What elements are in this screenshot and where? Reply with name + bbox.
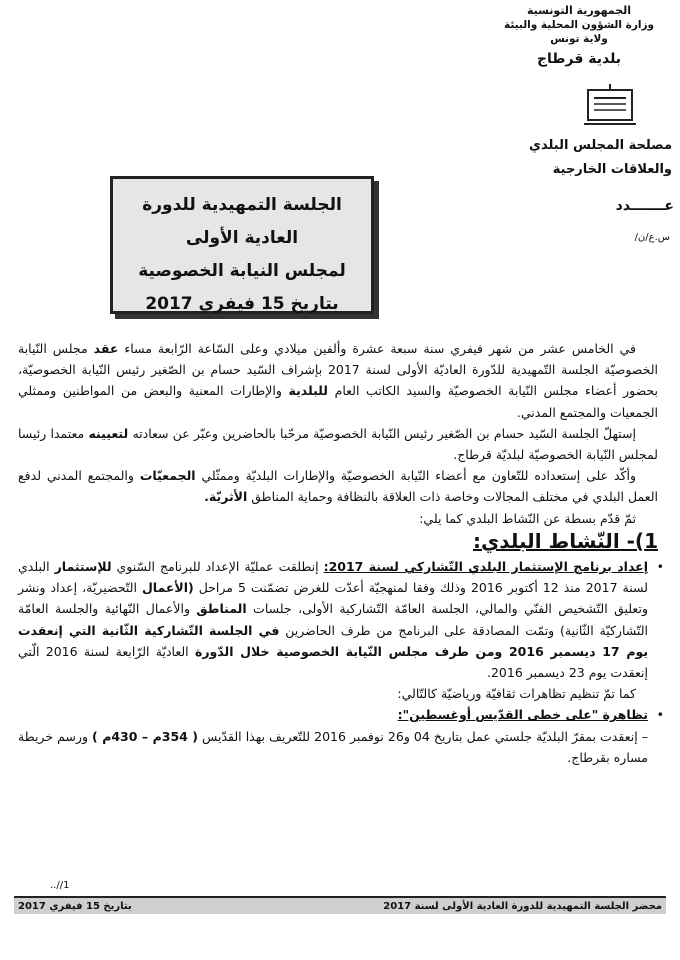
title-line-2: لمجلس النيابة الخصوصية bbox=[138, 261, 346, 281]
republic-name: الجمهورية التونسية bbox=[526, 4, 632, 17]
department-line-1: مصلحة المجلس البلدي bbox=[529, 138, 672, 153]
text-run: التّحضيريّة، إعداد ونشر وتعليق التّشخيص الفنّي والمالي، الجلسة العامّة التّشاركية الأولى، جلسات bbox=[18, 580, 648, 617]
text-run-bold: الأثريّة. bbox=[204, 489, 248, 505]
bullet-title: إعداد برنامج الإستثمار البلدي التّشاركي لسنة 2017: bbox=[323, 559, 648, 575]
title-box bbox=[110, 176, 374, 314]
text-run: – إنعقدت بمقرّ البلديّة جلستي عمل بتاريخ 04 و26 نوفمبر 2016 للتّعريف بهذا القدّيس bbox=[198, 728, 648, 744]
bullet-icon: • bbox=[656, 707, 664, 723]
bullet-title: تظاهرة "على خطى القدّيس أوغسطين": bbox=[397, 707, 648, 723]
text-run-bold: الجمعيّات bbox=[139, 468, 196, 484]
text-run-bold: لتعيينه bbox=[88, 425, 129, 441]
bullet-investment-program bbox=[18, 556, 664, 683]
page-continuation-mark: ..//1 bbox=[50, 880, 70, 891]
text-run: معتمدا رئيسا لمجلس النّيابة الخصوصيّة لبلديّة قرطاج. bbox=[18, 425, 658, 463]
bullet-icon: • bbox=[656, 559, 664, 575]
bullet-augustine-detail bbox=[18, 726, 658, 768]
department-line-2: والعلاقات الخارجية bbox=[552, 162, 672, 177]
text-run: مجلس النّيابة الخصوصيّة الجلسة التّمهيدية للدّورة العاديّة الأولى لسنة 2017 بإشراف السّيد حسام بن الصّغير رئيس النّيابة الخصوصيّة، بحضور أعضاء مجلس النّيابة الخصوصيّة والسيد الكاتب العام bbox=[18, 341, 658, 399]
text-run-bold: للبلدية bbox=[288, 383, 328, 399]
text-run-bold: عقد bbox=[93, 341, 119, 356]
reference-code: س.ع/ن/ bbox=[634, 232, 670, 243]
text-run: في الخامس عشر من شهر فيفري سنة سبعة عشرة وألفين ميلادي وعلى السّاعة الرّابعة مساء bbox=[118, 341, 636, 356]
text-run-bold: للإستثمار bbox=[54, 559, 112, 575]
governorate-name: ولاية تونس bbox=[550, 33, 608, 45]
page-footer bbox=[14, 896, 666, 914]
text-run: والإطارات المعنية والبعض من المواطنين وممثلي الجمعيات والمجتمع المدني. bbox=[18, 383, 658, 420]
text-run-bold: ( 354م – 430م ) bbox=[92, 728, 198, 744]
text-run-bold: (الأعمال bbox=[141, 580, 194, 596]
text-run: إستهلّ الجلسة السّيد حسام بن الصّغير رئيس النّيابة الخصوصيّة مرحّبا بالحاضرين وعبّر عن سعادته bbox=[128, 425, 637, 441]
paragraph-cooperation bbox=[18, 465, 658, 507]
footer-date: بتاريخ 15 فيفري 2017 bbox=[18, 900, 132, 912]
text-run: والأعمال النّهائية والجلسة العامّة التّشاركيّة الثّانية) وتمّت المصادقة على البرنامج من طرف الحاضرين bbox=[18, 601, 648, 638]
paragraph-opening bbox=[18, 338, 658, 423]
municipality-name: بلدية قرطاج bbox=[536, 51, 622, 67]
text-run: البلدي لسنة 2017 منذ 12 أكتوبر 2016 وذلك وفقا لمنهجيّة أعدّت للغرض تضمّنت 5 مراحل bbox=[18, 559, 648, 596]
text-run-bold: في الجلسة التّشاركية الثّانية التي إنعقدت يوم 17 ديسمبر 2016 ومن طرف مجلس النّيابة الخصوصية خلال الدّورة bbox=[18, 622, 649, 659]
text-run: العاديّة الرّابعة لسنة 2016 الّتي إنعقدت يوم 23 ديسمبر 2016. bbox=[18, 643, 648, 681]
title-line-1: الجلسة التمهيدية للدورة العادية الأولى bbox=[142, 195, 342, 248]
text-run: ورسم خريطة مساره بقرطاج. bbox=[18, 728, 648, 765]
paragraph-welcome bbox=[18, 423, 658, 465]
paragraph-intro: ثمّ قدّم بسطة عن النّشاط البلدي كما يلي: bbox=[419, 510, 636, 526]
paragraph-events: كما تمّ تنظيم تظاهرات ثقافيّة ورياضيّة كالتّالي: bbox=[397, 686, 636, 702]
bullet-augustine-event bbox=[18, 704, 664, 725]
footer-title: محضر الجلسة التمهيدية للدورة العادية الأولى لسنة 2017 bbox=[383, 900, 662, 912]
section-heading-municipal-activity: 1)- النّشاط البلدي: bbox=[472, 528, 658, 553]
letterhead bbox=[484, 4, 674, 66]
title-line-3: بتاريخ 15 فيفري 2017 bbox=[145, 294, 339, 314]
municipal-emblem-icon bbox=[580, 84, 640, 128]
reference-label: عـــــــدد bbox=[615, 198, 674, 214]
minutes-body bbox=[18, 338, 664, 768]
text-run: وأكّد على إستعداده للتّعاون مع أعضاء النّيابة الخصوصيّة والإطارات البلديّة وممثّلي bbox=[195, 468, 636, 484]
text-run: والمجتمع المدني لدفع العمل البلدي في مختلف المجالات وخاصة ذات العلاقة بالنظافة وحماية المناطق bbox=[18, 468, 658, 505]
text-run-bold: المناطق bbox=[196, 601, 247, 617]
text-run: إنطلقت عمليّة الإعداد للبرنامج السّنوي bbox=[111, 559, 324, 575]
ministry-name: وزارة الشؤون المحلية والبيئة bbox=[503, 19, 655, 31]
